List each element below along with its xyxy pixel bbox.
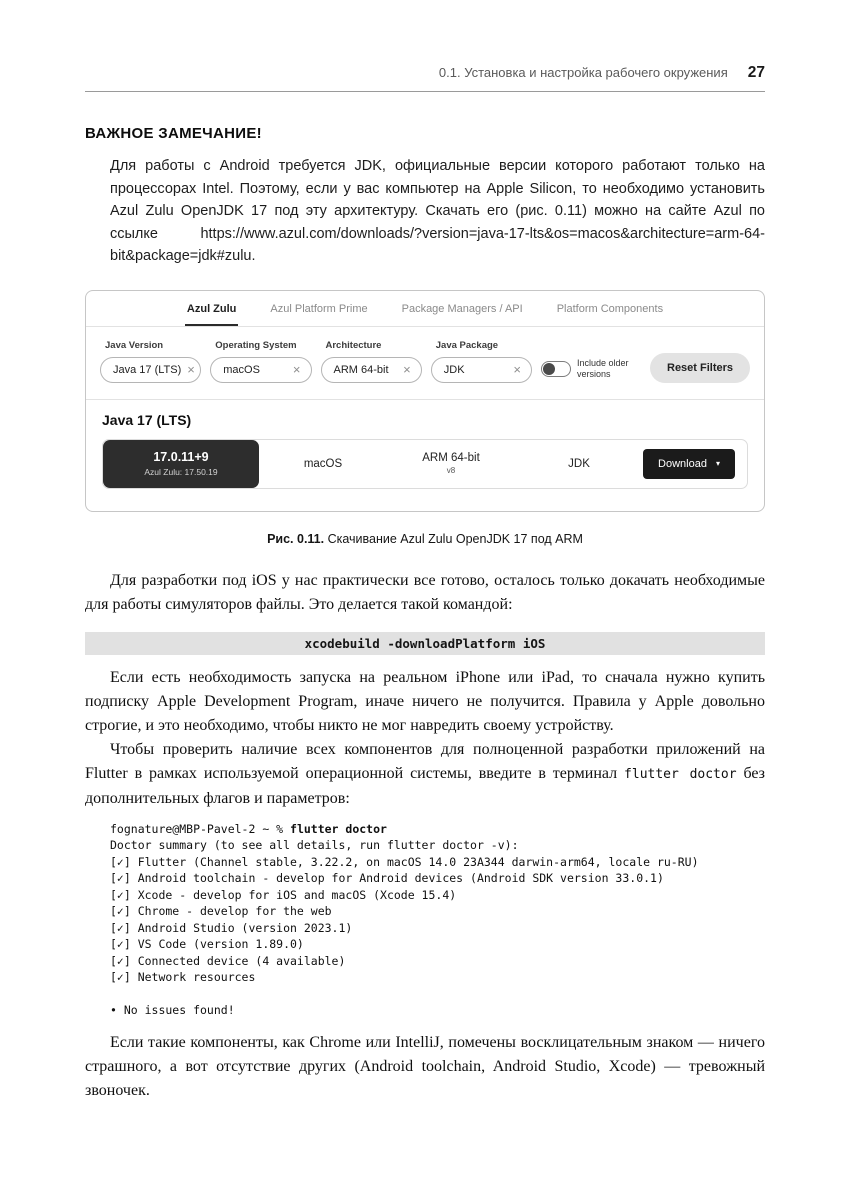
include-older-toggle-group: [541, 358, 641, 383]
clear-icon[interactable]: ×: [292, 362, 301, 377]
download-button[interactable]: [643, 449, 735, 479]
row-arch-value: ARM 64-bit: [422, 452, 480, 464]
azul-nav-tabs: [86, 291, 764, 327]
terminal-output: [110, 821, 765, 1019]
paragraph-final: Если такие компоненты, как Chrome или IntelliJ, помечены восклицательным знаком — ничего страшного, а вот отсутствие других (Android toolchain, Android Studio, Xcode) — тревожный звоночек.: [85, 1033, 765, 1099]
results-section-title: Java 17 (LTS): [102, 411, 192, 428]
terminal-line: [✓] Network resources: [110, 970, 256, 984]
terminal-line: • No issues found!: [110, 1003, 235, 1017]
tab-azul-platform-prime[interactable]: Azul Platform Prime: [270, 302, 368, 315]
terminal-line: [110, 986, 765, 1003]
terminal-line: [✓] Connected device (4 available): [110, 953, 346, 968]
terminal-line: [✓] Chrome - develop for the web: [110, 904, 332, 918]
version-cell: [103, 440, 259, 488]
page-number: 27: [747, 64, 765, 81]
terminal-line: [✓] VS Code (version 1.89.0): [110, 937, 304, 951]
java-package-select[interactable]: [431, 357, 532, 383]
clear-icon[interactable]: ×: [187, 362, 195, 377]
important-note-section: [85, 125, 765, 268]
terminal-line: Doctor summary (to see all details, run flutter doctor -v):: [110, 838, 519, 852]
clear-icon[interactable]: ×: [513, 362, 521, 377]
figure-caption-label: Рис. 0.11.: [267, 531, 325, 546]
terminal-prompt-line: [110, 821, 765, 838]
filter-operating-system-label: Operating System: [215, 339, 297, 351]
xcodebuild-code-block: [85, 632, 765, 655]
doctor-text-before: Чтобы проверить наличие всех компонентов для полноценной разработки приложений на Flutter в рамках используемой операционной системы, введите в терминал: [85, 740, 765, 782]
tab-package-managers-api[interactable]: Package Managers / API: [401, 302, 523, 315]
inline-code-flutter-doctor: flutter doctor: [624, 766, 737, 782]
filter-java-version-label: Java Version: [105, 339, 164, 351]
java-version-value: Java 17 (LTS): [113, 363, 182, 376]
java-package-value: JDK: [443, 363, 465, 376]
tab-azul-zulu[interactable]: Azul Zulu: [185, 303, 239, 326]
filter-architecture: [321, 340, 422, 383]
terminal-prompt: fognature@MBP-Pavel-2 ~ %: [110, 821, 291, 836]
terminal-line: [✓] Android toolchain - develop for Android devices (Android SDK version 33.0.1): [110, 871, 664, 885]
terminal-command: flutter doctor: [290, 821, 387, 836]
java-version-select[interactable]: [100, 357, 201, 383]
caret-down-icon: ▾: [715, 458, 720, 468]
row-package-cell: JDK: [568, 457, 590, 470]
version-number: 17.0.11+9: [153, 450, 209, 464]
filter-java-package: [431, 340, 532, 383]
figure-caption-text: Скачивание Azul Zulu OpenJDK 17 под ARM: [327, 531, 583, 546]
row-os-cell: macOS: [303, 457, 343, 470]
paragraph-ios: Для разработки под iOS у нас практически все готово, осталось только докачать необходимые для работы симуляторов файлы. Это делается такой командой:: [85, 571, 765, 613]
note-heading: ВАЖНОЕ ЗАМЕЧАНИЕ!: [85, 125, 262, 142]
figure-caption: [85, 532, 765, 546]
architecture-select[interactable]: [321, 357, 422, 383]
clear-icon[interactable]: ×: [403, 362, 411, 377]
running-title: 0.1. Установка и настройка рабочего окружения: [438, 65, 728, 80]
row-arch-cell: [387, 452, 515, 475]
filters-divider: [86, 399, 764, 400]
tab-platform-components[interactable]: Platform Components: [556, 302, 664, 315]
download-result-row: [102, 439, 748, 489]
paragraph-flutter-doctor: [85, 738, 765, 811]
terminal-line: [✓] Xcode - develop for iOS and macOS (Xcode 15.4): [110, 887, 457, 902]
terminal-line: [✓] Flutter (Channel stable, 3.22.2, on macOS 14.0 23A344 darwin-arm64, locale ru-RU): [110, 854, 699, 869]
reset-filters-button[interactable]: Reset Filters: [650, 353, 750, 383]
row-arch-sub: v8: [446, 466, 456, 475]
operating-system-select[interactable]: [210, 357, 311, 383]
include-older-toggle[interactable]: [541, 361, 571, 377]
terminal-line: [✓] Android Studio (version 2023.1): [110, 920, 353, 935]
doctor-text-after: без дополнительных флагов и параметров:: [85, 764, 766, 807]
filter-bar: [86, 327, 764, 399]
include-older-label: Include older versions: [577, 357, 629, 379]
paragraph-iphone: Если есть необходимость запуска на реальном iPhone или iPad, то сначала нужно купить подписку Apple Development Program, иначе ничего не получится. Правила у Apple довольно строгие, и это необходимо, чтобы никто не мог навредить своему устройству.: [85, 668, 765, 734]
header-rule: [85, 91, 765, 92]
figure-0-11: [0, 290, 849, 546]
xcodebuild-command: xcodebuild -downloadPlatform iOS: [304, 635, 546, 651]
version-subtext: Azul Zulu: 17.50.19: [144, 467, 218, 477]
note-body: Для работы с Android требуется JDK, официальные версии которого работают только на процессорах Intel. Поэтому, если у вас компьютер на Apple Silicon, то необходимо установить Azul Zulu OpenJDK 17 под эту архитектуру. Скачать его (рис. 0.11) можно на сайте Azul по ссылке https://www.azul.com/downloads/?version=java-17-lts&os=macos&architecture=arm-64-bit&package=jdk#zulu.: [110, 158, 765, 264]
azul-download-screenshot: [85, 290, 765, 512]
download-button-label: Download: [658, 457, 707, 470]
filter-operating-system: [210, 340, 311, 383]
filter-java-version: [100, 340, 201, 383]
toggle-knob: [543, 363, 555, 375]
filter-architecture-label: Architecture: [325, 339, 382, 351]
architecture-value: ARM 64-bit: [333, 363, 389, 376]
filter-java-package-label: Java Package: [435, 339, 499, 351]
page-header: [85, 64, 765, 82]
operating-system-value: macOS: [223, 363, 260, 376]
